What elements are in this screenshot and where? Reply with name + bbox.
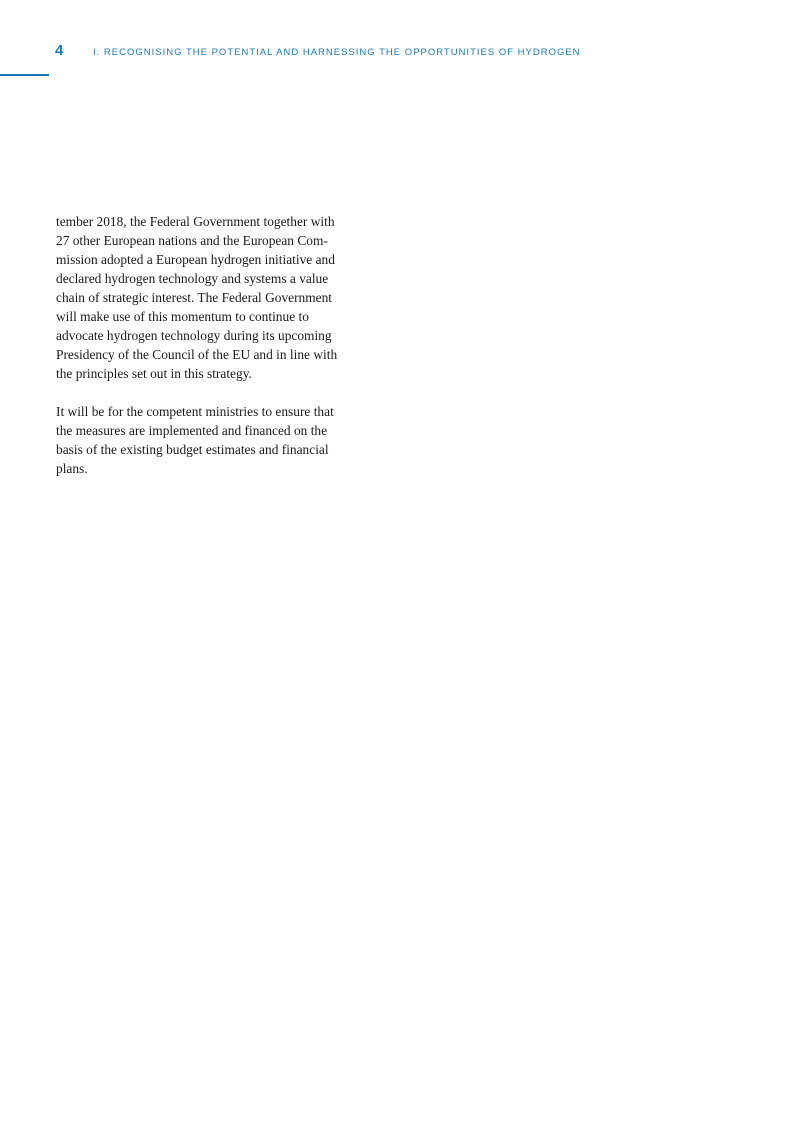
paragraph-2 [56,402,378,478]
text-line: basis of the existing budget estimates and financial [56,442,329,457]
page-number: 4 [55,42,64,59]
paragraph-1 [56,212,378,383]
text-line: mission adopted a European hydrogen initiative and [56,252,335,267]
text-line: declared hydrogen technology and systems a value [56,271,329,286]
text-line: chain of strategic interest. The Federal Government [56,290,333,305]
text-line: will make use of this momentum to continue to [56,309,309,324]
header-rule [0,74,49,76]
running-header: I. RECOGNISING THE POTENTIAL AND HARNESSING THE OPPORTUNITIES OF HYDROGEN [93,47,581,58]
text-line: 27 other European nations and the European Com- [56,233,328,248]
text-line: advocate hydrogen technology during its upcoming [56,328,332,343]
text-line: It will be for the competent ministries to ensure that [56,404,334,419]
text-line: tember 2018, the Federal Government together with [56,214,335,229]
text-line: the measures are implemented and financed on the [56,423,328,438]
text-line: the principles set out in this strategy. [56,366,252,381]
body-text [56,212,378,497]
text-line: plans. [56,461,88,476]
text-line: Presidency of the Council of the EU and in line with [56,347,338,362]
